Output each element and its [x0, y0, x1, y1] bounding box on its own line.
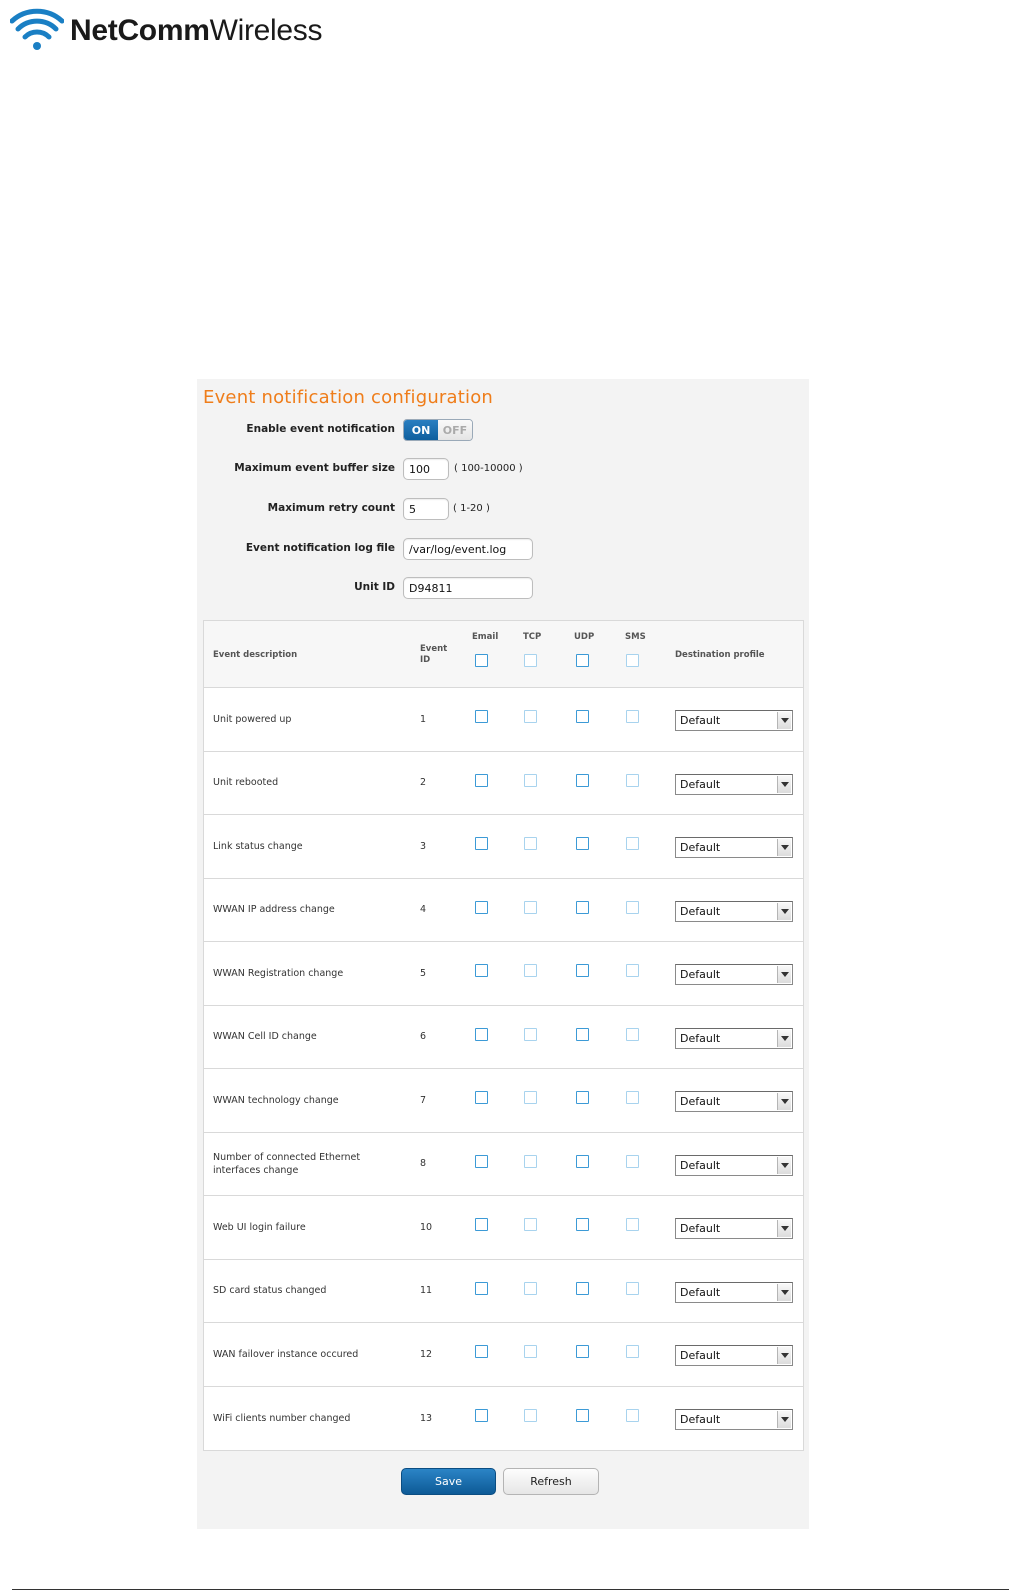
header-email: Email — [472, 632, 499, 642]
destination-profile-select[interactable] — [675, 901, 793, 922]
chevron-down-icon[interactable] — [777, 1347, 791, 1364]
table-row — [204, 1006, 803, 1070]
event-id: 13 — [420, 1412, 433, 1424]
email-checkbox[interactable] — [475, 837, 488, 850]
buffer-size-input[interactable] — [403, 458, 449, 480]
table-body — [204, 688, 803, 1450]
email-checkbox[interactable] — [475, 1155, 488, 1168]
header-udp: UDP — [574, 632, 595, 642]
tcp-checkbox[interactable] — [524, 774, 537, 787]
email-checkbox[interactable] — [475, 1409, 488, 1422]
event-id: 7 — [420, 1094, 427, 1106]
buffer-label: Maximum event buffer size — [234, 462, 395, 474]
enable-label: Enable event notification — [246, 423, 395, 435]
log-file-input[interactable] — [403, 538, 533, 560]
selected-profile: Default — [680, 1031, 721, 1045]
wifi-logo-icon — [10, 8, 64, 54]
destination-profile-select[interactable] — [675, 710, 793, 731]
tcp-checkbox[interactable] — [524, 1409, 537, 1422]
table-header — [204, 621, 803, 688]
table-row — [204, 815, 803, 879]
udp-checkbox[interactable] — [576, 1028, 589, 1041]
tcp-checkbox[interactable] — [524, 1218, 537, 1231]
event-description: WWAN Registration change — [213, 967, 344, 979]
logfile-row — [197, 538, 809, 564]
retry-count-input[interactable] — [403, 498, 449, 520]
email-checkbox[interactable] — [475, 901, 488, 914]
selected-profile: Default — [680, 1222, 721, 1235]
chevron-down-icon[interactable] — [777, 839, 791, 856]
header-tcp: TCP — [523, 632, 542, 642]
table-row — [204, 752, 803, 816]
selected-profile: Default — [680, 841, 721, 854]
chevron-down-icon[interactable] — [777, 966, 791, 983]
event-id: 10 — [420, 1221, 433, 1233]
destination-profile-select[interactable] — [675, 1091, 793, 1112]
selected-profile: Default — [680, 1285, 721, 1299]
sms-checkbox[interactable] — [626, 774, 639, 787]
destination-profile-select[interactable] — [675, 837, 793, 858]
retry-label: Maximum retry count — [267, 502, 395, 514]
chevron-down-icon[interactable] — [777, 1093, 791, 1110]
select-all-udp-checkbox[interactable] — [576, 654, 589, 667]
selected-profile: Default — [680, 714, 721, 727]
destination-profile-select[interactable] — [675, 1155, 793, 1176]
select-all-tcp-checkbox[interactable] — [524, 654, 537, 667]
event-description: WWAN technology change — [213, 1094, 339, 1106]
netcomm-logo — [10, 8, 322, 54]
tcp-checkbox[interactable] — [524, 1155, 537, 1168]
page-title: Event notification configuration — [203, 387, 494, 408]
refresh-button[interactable]: Refresh — [503, 1468, 599, 1495]
header-sms: SMS — [625, 632, 646, 642]
select-all-email-checkbox[interactable] — [475, 654, 488, 667]
udp-checkbox[interactable] — [576, 1155, 589, 1168]
chevron-down-icon[interactable] — [777, 1030, 791, 1047]
udp-checkbox[interactable] — [576, 964, 589, 977]
logfile-label: Event notification log file — [245, 542, 395, 554]
selected-profile: Default — [680, 1412, 721, 1426]
event-id: 8 — [420, 1158, 427, 1170]
tcp-checkbox[interactable] — [524, 837, 537, 850]
chevron-down-icon[interactable] — [777, 776, 791, 793]
table-row — [204, 1387, 803, 1451]
email-checkbox[interactable] — [475, 1028, 488, 1041]
email-checkbox[interactable] — [475, 1282, 488, 1295]
destination-profile-select[interactable] — [675, 1409, 793, 1430]
table-row — [204, 1133, 803, 1197]
selected-profile: Default — [680, 1158, 721, 1172]
event-id: 5 — [420, 967, 427, 979]
udp-checkbox[interactable] — [576, 837, 589, 850]
tcp-checkbox[interactable] — [524, 901, 537, 914]
sms-checkbox[interactable] — [626, 1218, 639, 1231]
chevron-down-icon[interactable] — [777, 1220, 791, 1237]
unit-id-input[interactable] — [403, 577, 533, 599]
table-row — [204, 1323, 803, 1387]
selected-profile: Default — [680, 1349, 721, 1362]
sms-checkbox[interactable] — [626, 1282, 639, 1295]
toggle-off[interactable]: OFF — [438, 420, 472, 440]
header-destination-profile: Destination profile — [675, 650, 765, 660]
tcp-checkbox[interactable] — [524, 1091, 537, 1104]
udp-checkbox[interactable] — [576, 1409, 589, 1422]
tcp-checkbox[interactable] — [524, 710, 537, 723]
sms-checkbox[interactable] — [626, 964, 639, 977]
event-description: Link status change — [213, 840, 303, 852]
table-row — [204, 879, 803, 943]
udp-checkbox[interactable] — [576, 1282, 589, 1295]
event-id: 4 — [420, 904, 427, 916]
email-checkbox[interactable] — [475, 1218, 488, 1231]
destination-profile-select[interactable] — [675, 964, 793, 985]
save-button[interactable]: Save — [401, 1468, 496, 1495]
table-row — [204, 1260, 803, 1324]
header-description: Event description — [213, 650, 298, 660]
chevron-down-icon[interactable] — [777, 1284, 791, 1301]
table-row — [204, 942, 803, 1006]
chevron-down-icon[interactable] — [777, 712, 791, 729]
sms-checkbox[interactable] — [626, 1409, 639, 1422]
udp-checkbox[interactable] — [576, 901, 589, 914]
event-id: 2 — [420, 777, 427, 789]
destination-profile-select[interactable] — [675, 1218, 793, 1239]
destination-profile-select[interactable] — [675, 1345, 793, 1366]
header-event-id: Event ID — [420, 644, 448, 665]
udp-checkbox[interactable] — [576, 1091, 589, 1104]
email-checkbox[interactable] — [475, 1345, 488, 1358]
udp-checkbox[interactable] — [576, 774, 589, 787]
sms-checkbox[interactable] — [626, 710, 639, 723]
selected-profile: Default — [680, 904, 721, 918]
sms-checkbox[interactable] — [626, 1028, 639, 1041]
chevron-down-icon[interactable] — [777, 1157, 791, 1174]
table-row — [204, 1069, 803, 1133]
page-divider — [12, 1589, 1009, 1590]
brand-name: NetCommWireless — [70, 14, 323, 47]
udp-checkbox[interactable] — [576, 1345, 589, 1358]
events-table — [203, 620, 804, 1451]
sms-checkbox[interactable] — [626, 1091, 639, 1104]
buffer-hint: ( 100-10000 ) — [454, 463, 523, 474]
event-id: 12 — [420, 1348, 433, 1360]
event-description: WWAN Cell ID change — [213, 1031, 317, 1043]
destination-profile-select[interactable] — [675, 774, 793, 795]
event-description: SD card status changed — [213, 1285, 327, 1297]
selected-profile: Default — [680, 777, 721, 791]
retry-hint: ( 1-20 ) — [453, 503, 490, 514]
enable-row — [197, 419, 809, 445]
sms-checkbox[interactable] — [626, 837, 639, 850]
tcp-checkbox[interactable] — [524, 1282, 537, 1295]
buffer-row — [197, 458, 809, 484]
chevron-down-icon[interactable] — [777, 1411, 791, 1428]
selected-profile: Default — [680, 1095, 721, 1108]
udp-checkbox[interactable] — [576, 710, 589, 723]
tcp-checkbox[interactable] — [524, 1028, 537, 1041]
email-checkbox[interactable] — [475, 710, 488, 723]
event-notification-panel — [197, 379, 809, 1529]
event-description: WAN failover instance occured — [213, 1348, 359, 1360]
email-checkbox[interactable] — [475, 1091, 488, 1104]
unit-label: Unit ID — [354, 581, 395, 593]
sms-checkbox[interactable] — [626, 1345, 639, 1358]
unit-row — [197, 577, 809, 603]
udp-checkbox[interactable] — [576, 1218, 589, 1231]
chevron-down-icon[interactable] — [777, 903, 791, 920]
sms-checkbox[interactable] — [626, 901, 639, 914]
event-id: 3 — [420, 840, 427, 852]
event-id: 6 — [420, 1031, 427, 1043]
event-description: Unit powered up — [213, 713, 292, 725]
retry-row — [197, 498, 809, 524]
enable-toggle[interactable] — [403, 419, 473, 441]
toggle-on[interactable]: ON — [404, 420, 438, 440]
event-description: Unit rebooted — [213, 777, 279, 789]
event-id: 11 — [420, 1285, 433, 1297]
event-description: Web UI login failure — [213, 1221, 306, 1233]
event-description: WiFi clients number changed — [213, 1412, 351, 1424]
selected-profile: Default — [680, 968, 721, 981]
table-row — [204, 688, 803, 752]
event-id: 1 — [420, 713, 427, 725]
sms-checkbox[interactable] — [626, 1155, 639, 1168]
select-all-sms-checkbox[interactable] — [626, 654, 639, 667]
tcp-checkbox[interactable] — [524, 1345, 537, 1358]
event-description: WWAN IP address change — [213, 904, 335, 916]
table-row — [204, 1196, 803, 1260]
destination-profile-select[interactable] — [675, 1282, 793, 1303]
email-checkbox[interactable] — [475, 964, 488, 977]
destination-profile-select[interactable] — [675, 1028, 793, 1049]
tcp-checkbox[interactable] — [524, 964, 537, 977]
email-checkbox[interactable] — [475, 774, 488, 787]
event-description: Number of connected Ethernet interfaces change — [213, 1151, 361, 1176]
